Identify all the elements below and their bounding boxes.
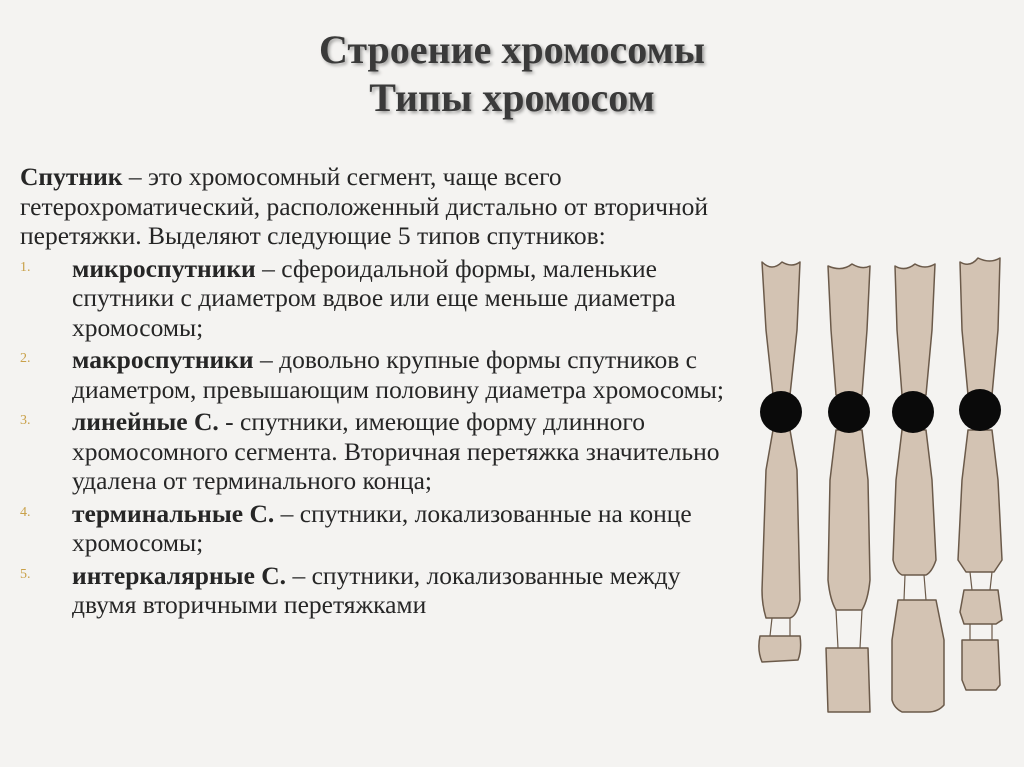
list-term: линейные С. xyxy=(72,407,219,436)
chromatid-upper xyxy=(895,264,935,395)
list-number: 2. xyxy=(20,351,31,366)
chromosome-linear-satellite xyxy=(892,264,944,712)
list-item xyxy=(20,561,740,620)
slide-title xyxy=(0,26,1024,122)
list-number: 5. xyxy=(20,566,31,582)
satellite-middle xyxy=(960,590,1002,624)
list-term: микроспутники xyxy=(72,253,256,283)
satellite-types-list xyxy=(20,254,740,620)
chromosome-macrosatellite xyxy=(826,264,870,712)
intro-term: Спутник xyxy=(20,162,123,191)
list-text: – довольно крупные формы спутников с диаметром, превышающим половину диаметра хромосомы; xyxy=(72,345,724,404)
chromatid-upper xyxy=(828,264,870,395)
list-term: терминальные С. xyxy=(72,498,275,528)
chromosome-microsatellite xyxy=(759,262,801,662)
centromere xyxy=(959,389,1001,431)
chromosome-intercalary-satellite xyxy=(958,258,1002,690)
satellite xyxy=(826,648,870,712)
centromere xyxy=(892,391,934,433)
list-item xyxy=(20,254,740,343)
intro-text: – это хромосомный сегмент, чаще всего гетерохроматический, расположенный дистально от вторичной перетяжки. Выделяют следующие 5 типов спутников: xyxy=(20,162,709,250)
list-number: 1. xyxy=(20,259,31,275)
list-item xyxy=(20,345,740,404)
list-text: – спутники, локализованные между двумя вторичными перетяжками xyxy=(72,560,681,619)
list-term: макроспутники xyxy=(72,345,254,374)
chromatid-upper xyxy=(960,258,1000,395)
satellite xyxy=(892,600,944,712)
list-item xyxy=(20,499,740,558)
centromere xyxy=(828,391,870,433)
title-line-2: Типы хромосом xyxy=(369,75,655,120)
list-text: - спутники, имеющие форму длинного хромосомного сегмента. Вторичная перетяжка значительно удалена от терминального конца; xyxy=(72,407,720,495)
list-term: интеркалярные С. xyxy=(72,560,287,590)
chromatid-upper xyxy=(762,262,800,395)
list-number: 3. xyxy=(20,413,31,428)
content-text xyxy=(20,162,740,623)
list-number: 4. xyxy=(20,504,31,520)
chromatid-lower xyxy=(828,430,870,610)
chromatid-lower xyxy=(893,430,936,575)
intro-paragraph xyxy=(20,162,740,251)
centromere xyxy=(760,391,802,433)
centromeres xyxy=(760,389,1001,433)
secondary-constrictions xyxy=(770,572,992,648)
chromatid-lower xyxy=(762,430,800,618)
chromatid-lower xyxy=(958,430,1002,572)
list-text: – спутники, локализованные на конце хромосомы; xyxy=(72,498,692,557)
title-line-1: Строение хромосомы xyxy=(318,27,705,72)
satellite xyxy=(759,636,801,662)
list-item xyxy=(20,407,740,496)
satellite-terminal xyxy=(962,640,1000,690)
constriction-threads xyxy=(770,572,992,648)
chromosome-illustration xyxy=(740,240,1024,720)
list-text: – сфероидальной формы, маленькие спутники с диаметром вдвое или еще меньше диаметра хромосомы; xyxy=(72,253,676,342)
